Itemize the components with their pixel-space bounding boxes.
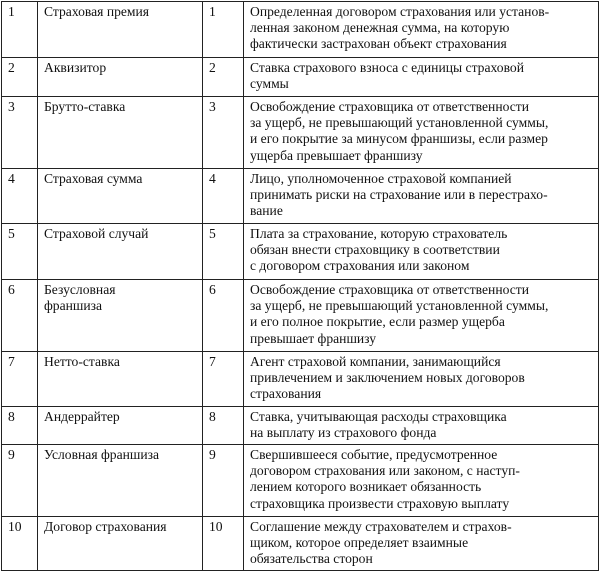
definition-number: 10 <box>203 517 244 571</box>
terms-matching-table <box>1 1 599 571</box>
definition-cell: Ставка страхового взноса с единицы страховой суммы <box>244 58 599 97</box>
term-number: 6 <box>2 280 38 352</box>
definition-cell: Ставка, учитывающая расходы страховщика на выплату из страхового фонда <box>244 407 599 445</box>
table-row <box>2 407 599 445</box>
term-number: 7 <box>2 352 38 407</box>
definition-number: 1 <box>203 2 244 58</box>
term-cell: Нетто-ставка <box>38 352 203 407</box>
definition-number: 6 <box>203 280 244 352</box>
term-number: 2 <box>2 58 38 97</box>
table-row <box>2 352 599 407</box>
definition-cell: Определенная договором страхования или установ- ленная законом денежная сумма, на которую фактически застрахован объект страхования <box>244 2 599 58</box>
definition-cell: Агент страховой компании, занимающийся привлечением и заключением новых договоров страхования <box>244 352 599 407</box>
term-cell: Брутто-ставка <box>38 97 203 169</box>
term-number: 9 <box>2 445 38 517</box>
definition-number: 2 <box>203 58 244 97</box>
definition-cell: Плата за страхование, которую страхователь обязан внести страховщику в соответствии с договором страхования или законом <box>244 224 599 280</box>
term-number: 5 <box>2 224 38 280</box>
definition-number: 7 <box>203 352 244 407</box>
term-cell: Страховая сумма <box>38 169 203 224</box>
table-row <box>2 58 599 97</box>
table-row <box>2 169 599 224</box>
table-row <box>2 280 599 352</box>
table-row <box>2 2 599 58</box>
term-cell: Аквизитор <box>38 58 203 97</box>
term-cell: Договор страхования <box>38 517 203 571</box>
definition-number: 5 <box>203 224 244 280</box>
term-number: 3 <box>2 97 38 169</box>
term-number: 4 <box>2 169 38 224</box>
term-number: 8 <box>2 407 38 445</box>
term-cell: Страховой случай <box>38 224 203 280</box>
table-row <box>2 97 599 169</box>
term-number: 10 <box>2 517 38 571</box>
definition-cell: Освобождение страховщика от ответственности за ущерб, не превышающий установленной суммы, и его покрытие за минусом франшизы, если размер ущерба превышает франшизу <box>244 97 599 169</box>
table-row <box>2 445 599 517</box>
definition-number: 8 <box>203 407 244 445</box>
table-row <box>2 224 599 280</box>
definition-cell: Лицо, уполномоченное страховой компанией принимать риски на страхование или в перестрахо- вание <box>244 169 599 224</box>
term-cell: Условная франшиза <box>38 445 203 517</box>
definition-cell: Соглашение между страхователем и страхов- щиком, которое определяет взаимные обязательства сторон <box>244 517 599 571</box>
definition-number: 4 <box>203 169 244 224</box>
term-cell: Андеррайтер <box>38 407 203 445</box>
table-row <box>2 517 599 571</box>
definition-cell: Свершившееся событие, предусмотренное договором страхования или законом, с наступ- лением которого возникает обязанность страховщика произвести страховую выплату <box>244 445 599 517</box>
definition-cell: Освобождение страховщика от ответственности за ущерб, не превышающий установленной суммы, и его полное покрытие, если размер ущерба превышает франшизу <box>244 280 599 352</box>
term-cell: Страховая премия <box>38 2 203 58</box>
definition-number: 3 <box>203 97 244 169</box>
term-cell: Безусловная франшиза <box>38 280 203 352</box>
definition-number: 9 <box>203 445 244 517</box>
term-number: 1 <box>2 2 38 58</box>
